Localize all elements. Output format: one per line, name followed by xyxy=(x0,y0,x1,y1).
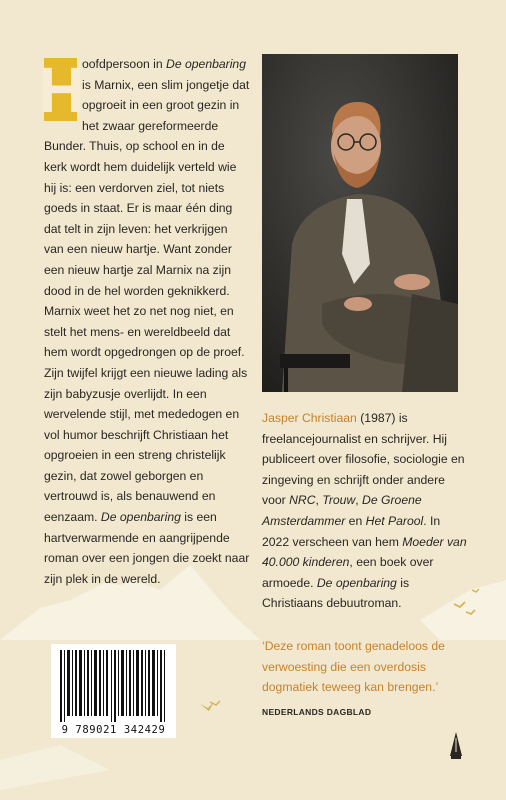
publication: NRC xyxy=(289,493,316,508)
bio-text: (1987) is freelancejournalist en schrijver. Hij publiceert over filosofie, sociologie en zingeving en schrijft onder andere voor xyxy=(262,411,465,508)
blurb-intro: oofdpersoon in xyxy=(82,57,167,71)
bio-text: , een boek over armoede. xyxy=(262,555,434,590)
author-name: Jasper Christiaan xyxy=(262,411,357,425)
previous-book-title: Moeder van 40.000 kinderen xyxy=(262,534,467,570)
quote-source: NEDERLANDS DAGBLAD xyxy=(262,706,372,717)
bio-text: . In 2022 verscheen van hem xyxy=(262,513,441,549)
isbn-number: 9 789021 342429 xyxy=(61,724,166,736)
bio-text: is Christiaans debuutroman. xyxy=(262,575,410,611)
barcode xyxy=(51,644,176,738)
book-title: De openbaring xyxy=(316,575,397,590)
publication: Trouw xyxy=(322,493,356,508)
separator: en xyxy=(345,513,366,528)
author-photo xyxy=(262,54,458,392)
blurb-body: is Marnix, een slim jongetje dat opgroeit in een groot gezin in het zwaar gereformeerde Bunder. Thuis, op school en in de kerk wordt hem duidelijk verteld wie hij is: een verdorven ziel, tot niets goeds in staat. Er is maar één ding dat telt in zijn leven: het verkrijgen van een nieuw hartje. Want zonder een nieuw hartje zal Marnix na zijn dood in de hel worden geknikkerd. Marnix weet het zo net nog niet, en stelt het mens- en wereldbeeld dat hem wordt opgedrongen op de proef. Zijn twijfel krijgt een nieuwe lading als zijn babyzusje overlijdt. In een wervelende stijl, met mededogen en vol humor beschrijft Christiaan het opgroeien in een streng christelijk gezin, dat zowel geborgen en vertrouwd is, als benauwend en eenzaam. xyxy=(44,77,250,525)
blurb-closing: is een hartverwarmende en aangrijpende roman over een jongen die zoekt naar zijn plek in de wereld. xyxy=(44,510,250,586)
blurb xyxy=(38,53,250,589)
book-title: De openbaring xyxy=(166,57,246,71)
mountain-shape xyxy=(0,745,110,790)
barcode-bars xyxy=(60,650,167,722)
author-bio xyxy=(262,408,468,614)
bird-icon xyxy=(210,701,220,705)
dropcap: H xyxy=(38,53,83,126)
separator: , xyxy=(355,493,363,508)
publisher-logo xyxy=(448,730,464,760)
quote-text: ‘Deze roman toont genadeloos de verwoesting die een overdosis dogmatiek teweeg kan brengen.’ xyxy=(262,639,445,694)
blurb-text xyxy=(38,53,250,589)
publication: De Groene Amsterdammer xyxy=(262,493,422,528)
publication: Het Parool xyxy=(365,513,424,528)
separator: , xyxy=(315,493,323,508)
author-portrait xyxy=(262,54,458,392)
review-quote xyxy=(262,636,472,722)
book-title: De openbaring xyxy=(100,510,181,525)
